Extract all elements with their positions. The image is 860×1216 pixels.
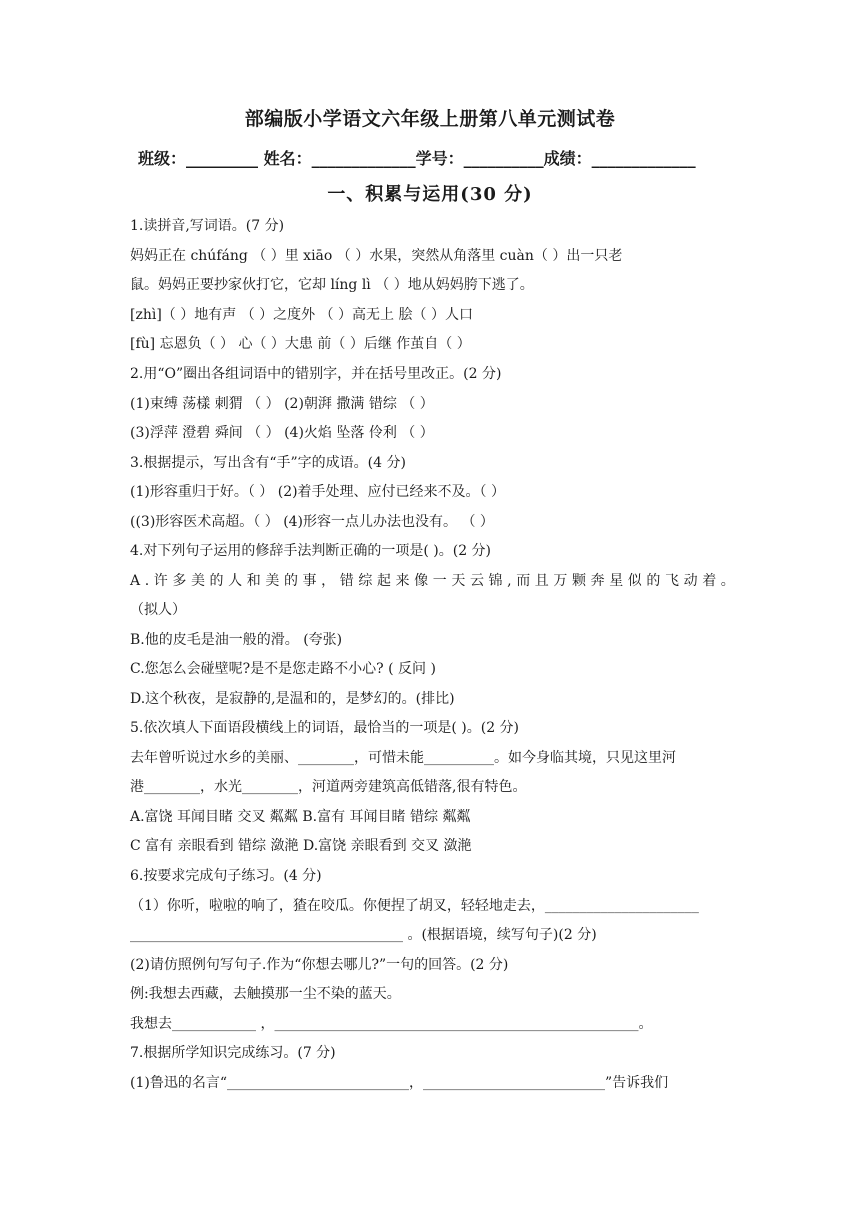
question-line: 去年曾听说过水乡的美丽、________，可惜未能__________。如今身临其境，只见这里河: [130, 750, 676, 766]
question-line: 7.根据所学知识完成练习。(7 分): [130, 1045, 336, 1061]
question-line: (1)鲁迅的名言“__________________________，__________________________”告诉我们: [130, 1075, 669, 1091]
section-heading: 一、积累与运用(30 分): [327, 184, 533, 205]
question-line: 我想去____________ ，____________________________________________________。: [130, 1016, 653, 1032]
question-line: [zhì]（ ）地有声 （ ）之度外 （ ）高无上 脍（ ）人口: [130, 307, 473, 323]
question-line: （1）你听，啦啦的响了，猹在咬瓜。你便捏了胡叉，轻轻地走去，______________________: [130, 898, 699, 914]
question-line: C.您怎么会碰壁呢?是不是您走路不小心? ( 反问 ): [130, 661, 436, 677]
question-line: (3)浮萍 澄碧 舜间 （ ） (4)火焰 坠落 伶利 （ ）: [130, 425, 434, 441]
question-line: 妈妈正在 chúfáng （ ）里 xiāo （ ）水果，突然从角落里 cuàn（ ）出一只老: [130, 248, 623, 264]
question-line: 4.对下列句子运用的修辞手法判断正确的一项是( )。(2 分): [130, 543, 492, 559]
question-line: A.富饶 耳闻目睹 交叉 粼粼 B.富有 耳闻目睹 错综 粼粼: [130, 809, 471, 825]
question-line: D.这个秋夜，是寂静的,是温和的，是梦幻的。(排比): [130, 691, 455, 707]
question-line: 港________，水光________，河道两旁建筑高低错落,很有特色。: [130, 779, 527, 795]
question-line: 2.用“O”圈出各组词语中的错别字，并在括号里改正。(2 分): [130, 366, 502, 382]
question-line: 鼠。妈妈正要抄家伙打它，它却 líng lì （ ）地从妈妈胯下逃了。: [130, 277, 534, 293]
page-title: 部编版小学语文六年级上册第八单元测试卷: [244, 108, 616, 130]
question-line: _______________________________________ 。(根据语境，续写句子)(2 分): [130, 927, 597, 943]
question-line: [fù] 忘恩负（ ） 心（ ）大患 前（ ）后继 作茧自（ ）: [130, 336, 471, 352]
question-line: C 富有 亲眼看到 错综 潋滟 D.富饶 亲眼看到 交叉 潋滟: [130, 838, 472, 854]
question-line: (1)形容重归于好。（ ） (2)着手处理、应付已经来不及。（ ）: [130, 484, 506, 500]
question-line: （拟人）: [130, 602, 186, 618]
question-line: 例:我想去西藏，去触摸那一尘不染的蓝天。: [130, 986, 401, 1002]
question-line: 6.按要求完成句子练习。(4 分): [130, 868, 322, 884]
question-line: (2)请仿照例句写句子.作为“你想去哪儿?”一句的回答。(2 分): [130, 957, 509, 973]
question-line: 3.根据提示，写出含有“手”字的成语。(4 分): [130, 455, 406, 471]
question-line: 1.读拼音,写词语。(7 分): [130, 218, 285, 234]
question-line: ((3)形容医术高超。（ ） (4)形容一点儿办法也没有。 （ ）: [130, 514, 494, 530]
question-line: B.他的皮毛是油一般的滑。 (夸张): [130, 632, 343, 648]
student-info-line: 班级：_________ 姓名：_____________学号：__________成绩：_____________: [138, 149, 696, 168]
question-line: A.许多美的人和美的事，错综起来像一天云锦,而且万颗奔星似的飞动着。: [130, 573, 740, 589]
question-line: (1)束缚 荡樣 刺猬 （ ） (2)朝湃 撒满 错综 （ ）: [130, 396, 434, 412]
question-line: 5.依次填人下面语段横线上的词语，最恰当的一项是( )。(2 分): [130, 720, 520, 736]
